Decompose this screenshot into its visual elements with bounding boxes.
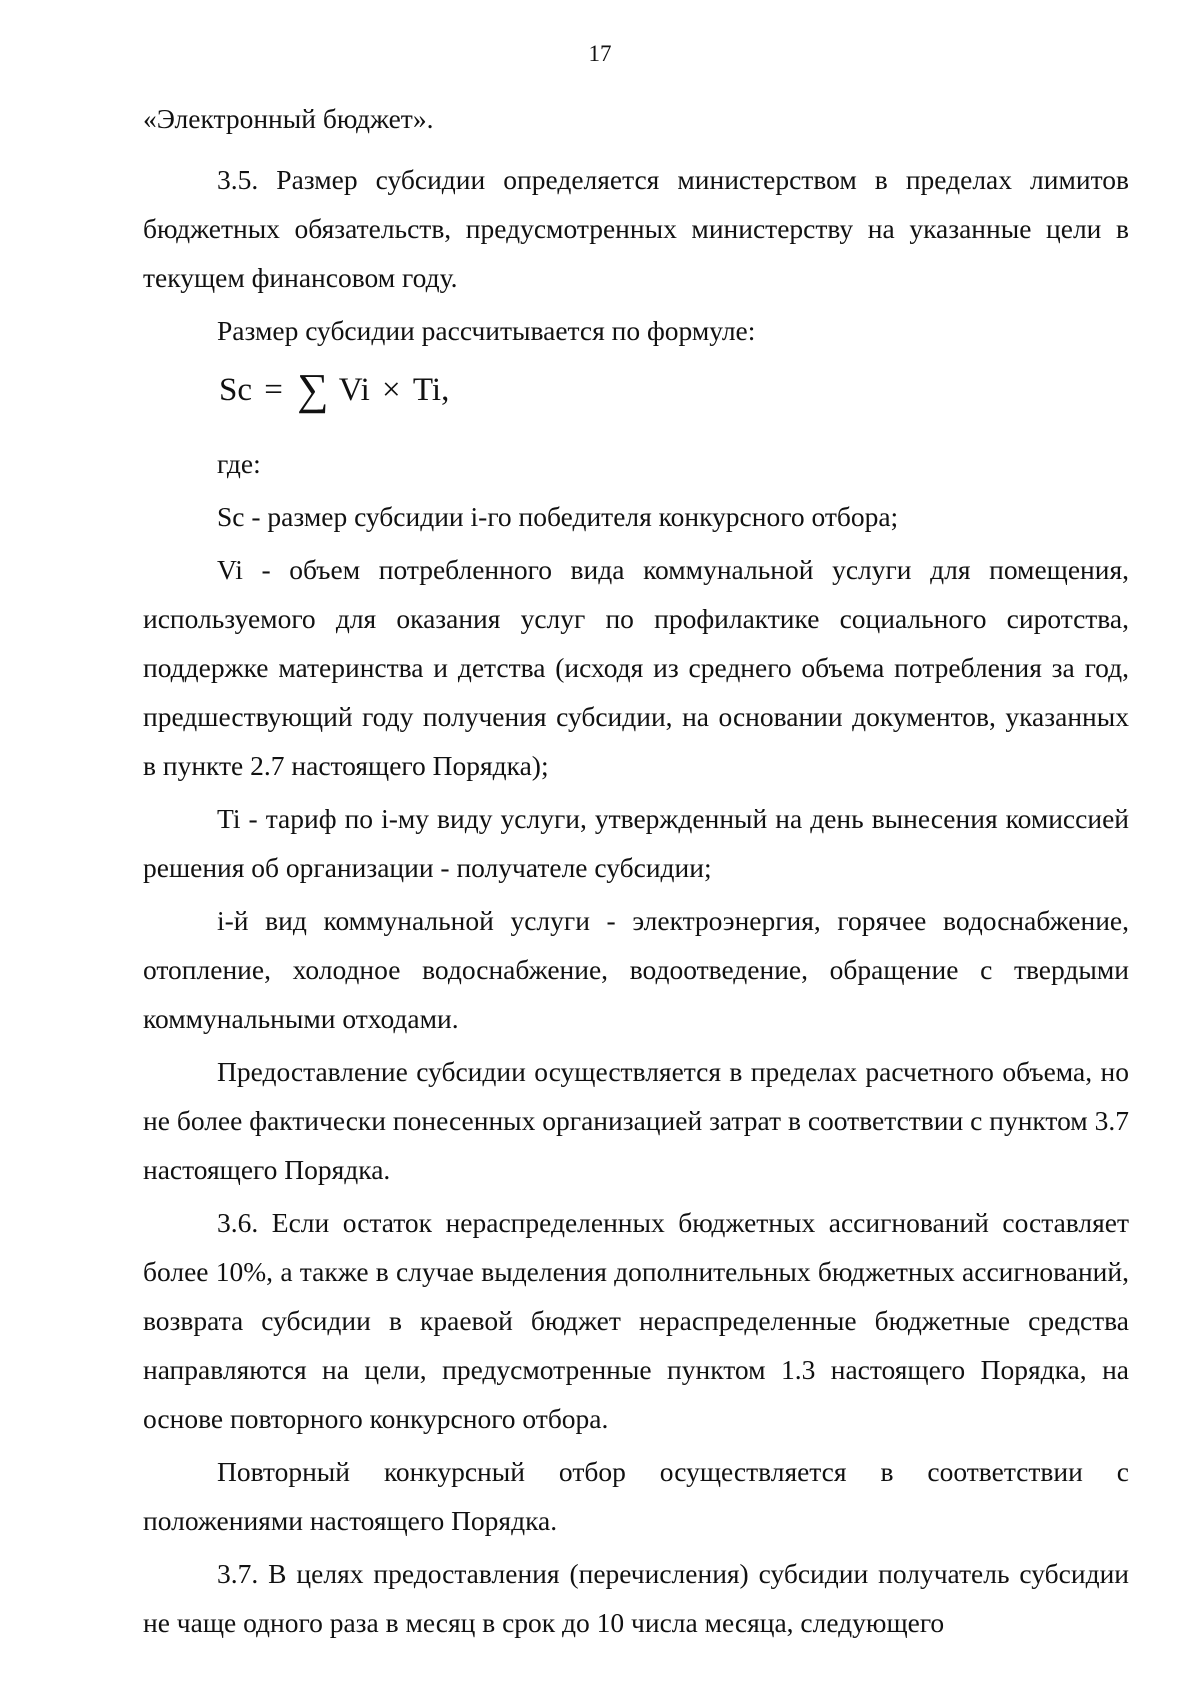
formula-times: × [382, 372, 401, 408]
paragraph-where: где: [217, 448, 261, 479]
paragraph-utility-types: i-й вид коммунальной услуги - электроэнергия, горячее водоснабжение, отопление, холодное водоснабжение, водоотведение, обращение с твердыми коммунальными отходами. [143, 905, 1129, 1034]
formula-equals: = [264, 372, 283, 408]
subsidy-formula [143, 359, 1129, 421]
paragraph-ti-definition: Ti - тариф по i-му виду услуги, утвержденный на день вынесения комиссией решения об организации - получателе субсидии; [143, 803, 1129, 883]
paragraph-3-5: 3.5. Размер субсидии определяется министерством в пределах лимитов бюджетных обязательств, предусмотренных министерству на указанные цели в текущем финансовом году. [143, 164, 1129, 293]
paragraph-electronic-budget: «Электронный бюджет». [143, 103, 434, 134]
paragraph-3-6: 3.6. Если остаток нераспределенных бюджетных ассигнований составляет более 10%, а также в случае выделения дополнительных бюджетных ассигнований, возврата субсидии в краевой бюджет нераспределенные бюджетные средства направляются на цели, предусмотренные пунктом 1.3 настоящего Порядка, на основе повторного конкурсного отбора. [143, 1207, 1129, 1434]
paragraph-repeat-selection: Повторный конкурсный отбор осуществляется в соответствии с положениями настоящего Порядка. [143, 1456, 1129, 1536]
paragraph-formula-intro: Размер субсидии рассчитывается по формуле: [217, 315, 756, 346]
document-body [143, 94, 1129, 1647]
formula-term-ti: Ti, [412, 372, 450, 408]
paragraph-3-7: 3.7. В целях предоставления (перечисления) субсидии получатель субсидии не чаще одного раза в месяц в срок до 10 числа месяца, следующего [143, 1558, 1129, 1638]
page-number: 17 [588, 41, 612, 66]
formula-term-vi: Vi [338, 372, 370, 408]
paragraph-subsidy-limit: Предоставление субсидии осуществляется в пределах расчетного объема, но не более фактически понесенных организацией затрат в соответствии с пунктом 3.7 настоящего Порядка. [143, 1056, 1129, 1185]
paragraph-vi-definition: Vi - объем потребленного вида коммунальной услуги для помещения, используемого для оказания услуг по профилактике социального сиротства, поддержке материнства и детства (исходя из среднего объема потребления за год, предшествующий году получения субсидии, на основании документов, указанных в пункте 2.7 настоящего Порядка); [143, 554, 1129, 781]
summation-sign: ∑ [297, 365, 329, 414]
paragraph-sc-definition: Sc - размер субсидии i-го победителя конкурсного отбора; [217, 501, 899, 532]
formula-lhs: Sc [219, 372, 252, 408]
